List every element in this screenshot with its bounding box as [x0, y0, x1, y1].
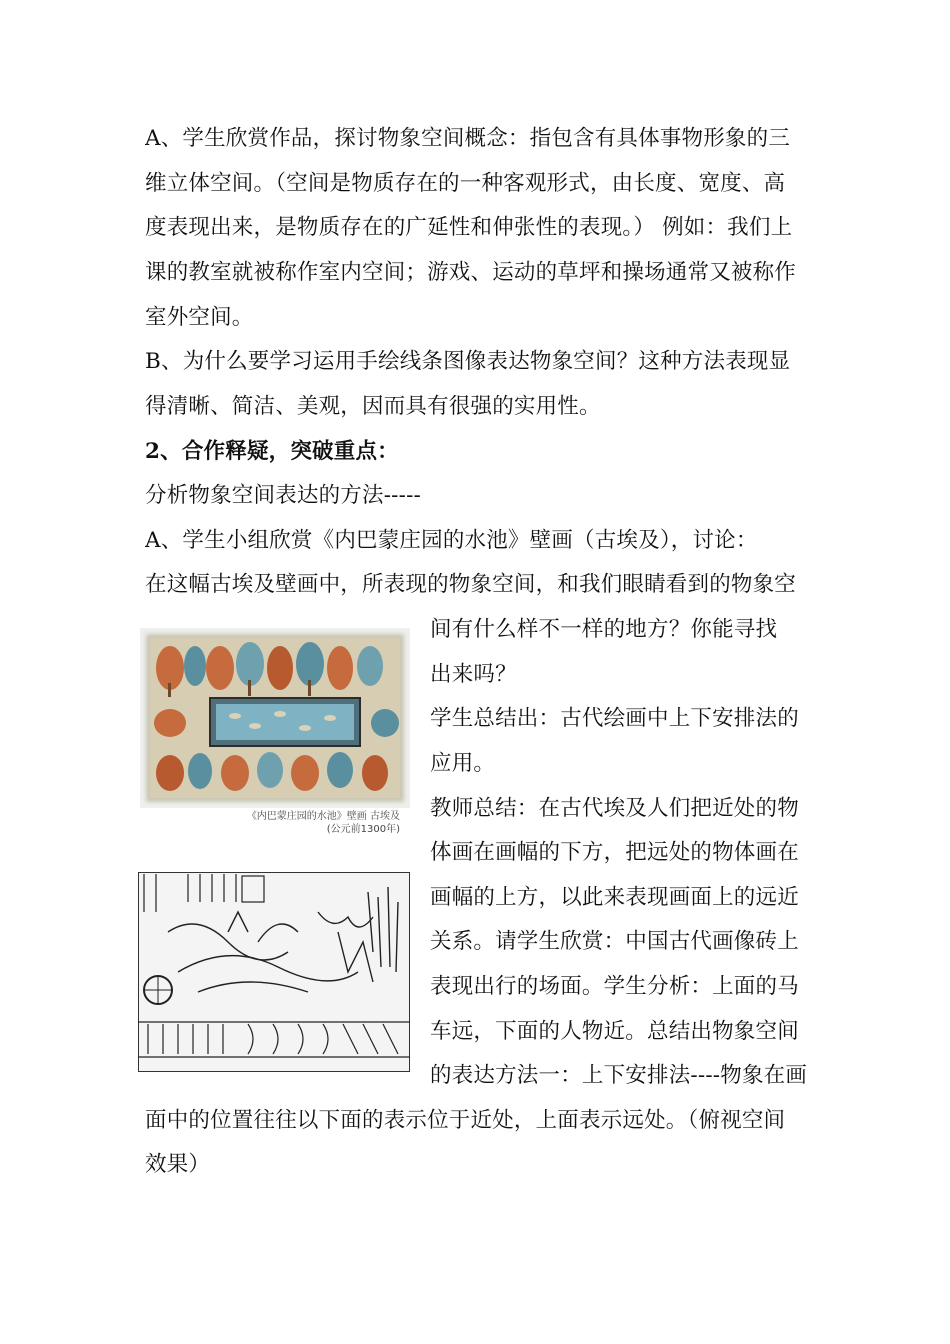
- text-line-24: 效果）: [145, 1152, 211, 1177]
- text-line-23: 面中的位置往往以下面的表示位于近处，上面表示远处。（俯视空间: [145, 1108, 786, 1133]
- text-line-2: 维立体空间。（空间是物质存在的一种客观形式，由长度、宽度、高: [145, 171, 786, 196]
- text-line-20: 表现出行的场面。学生分析：上面的马: [430, 974, 799, 999]
- text-line-10: A、学生小组欣赏《内巴蒙庄园的水池》壁画（古埃及），讨论：: [145, 528, 758, 553]
- text-line-11: 在这幅古埃及壁画中，所表现的物象空间，和我们眼睛看到的物象空: [145, 572, 797, 597]
- text-line-17: 体画在画幅的下方，把远处的物体画在: [430, 840, 799, 865]
- text-line-3: 度表现出来，是物质存在的广延性和伸张性的表现。） 例如：我们上: [145, 215, 793, 240]
- text-line-7: 得清晰、简洁、美观，因而具有很强的实用性。: [145, 394, 601, 419]
- relief-line-drawing-image: [138, 872, 410, 1072]
- text-line-5: 室外空间。: [145, 305, 254, 330]
- text-line-1: A、学生欣赏作品，探讨物象空间概念：指包含有具体事物形象的三: [145, 126, 791, 151]
- text-line-4: 课的教室就被称作室内空间；游戏、运动的草坪和操场通常又被称作: [145, 260, 797, 285]
- text-line-18: 画幅的上方，以此来表现画面上的远近: [430, 885, 799, 910]
- text-line-13: 出来吗？: [430, 662, 517, 687]
- text-line-21: 车远，下面的人物近。总结出物象空间: [430, 1019, 799, 1044]
- egyptian-pond-mural-image: [140, 628, 410, 808]
- text-line-14: 学生总结出：古代绘画中上下安排法的: [430, 706, 799, 731]
- text-line-12: 间有什么样不一样的地方？你能寻找: [430, 617, 778, 642]
- text-line-19: 关系。请学生欣赏：中国古代画像砖上: [430, 929, 799, 954]
- section-heading: 2、合作释疑，突破重点：: [145, 439, 399, 464]
- figure-caption-date: (公元前1300年): [326, 824, 400, 835]
- text-line-6: B、为什么要学习运用手绘线条图像表达物象空间？这种方法表现显: [145, 349, 791, 374]
- text-line-15: 应用。: [430, 751, 496, 776]
- text-line-16: 教师总结：在古代埃及人们把近处的物: [430, 796, 799, 821]
- text-line-9: 分析物象空间表达的方法-----: [145, 483, 422, 508]
- figure-caption-title: 《内巴蒙庄园的水池》壁画 古埃及: [246, 811, 400, 822]
- text-line-22: 的表达方法一：上下安排法----物象在画: [430, 1063, 808, 1088]
